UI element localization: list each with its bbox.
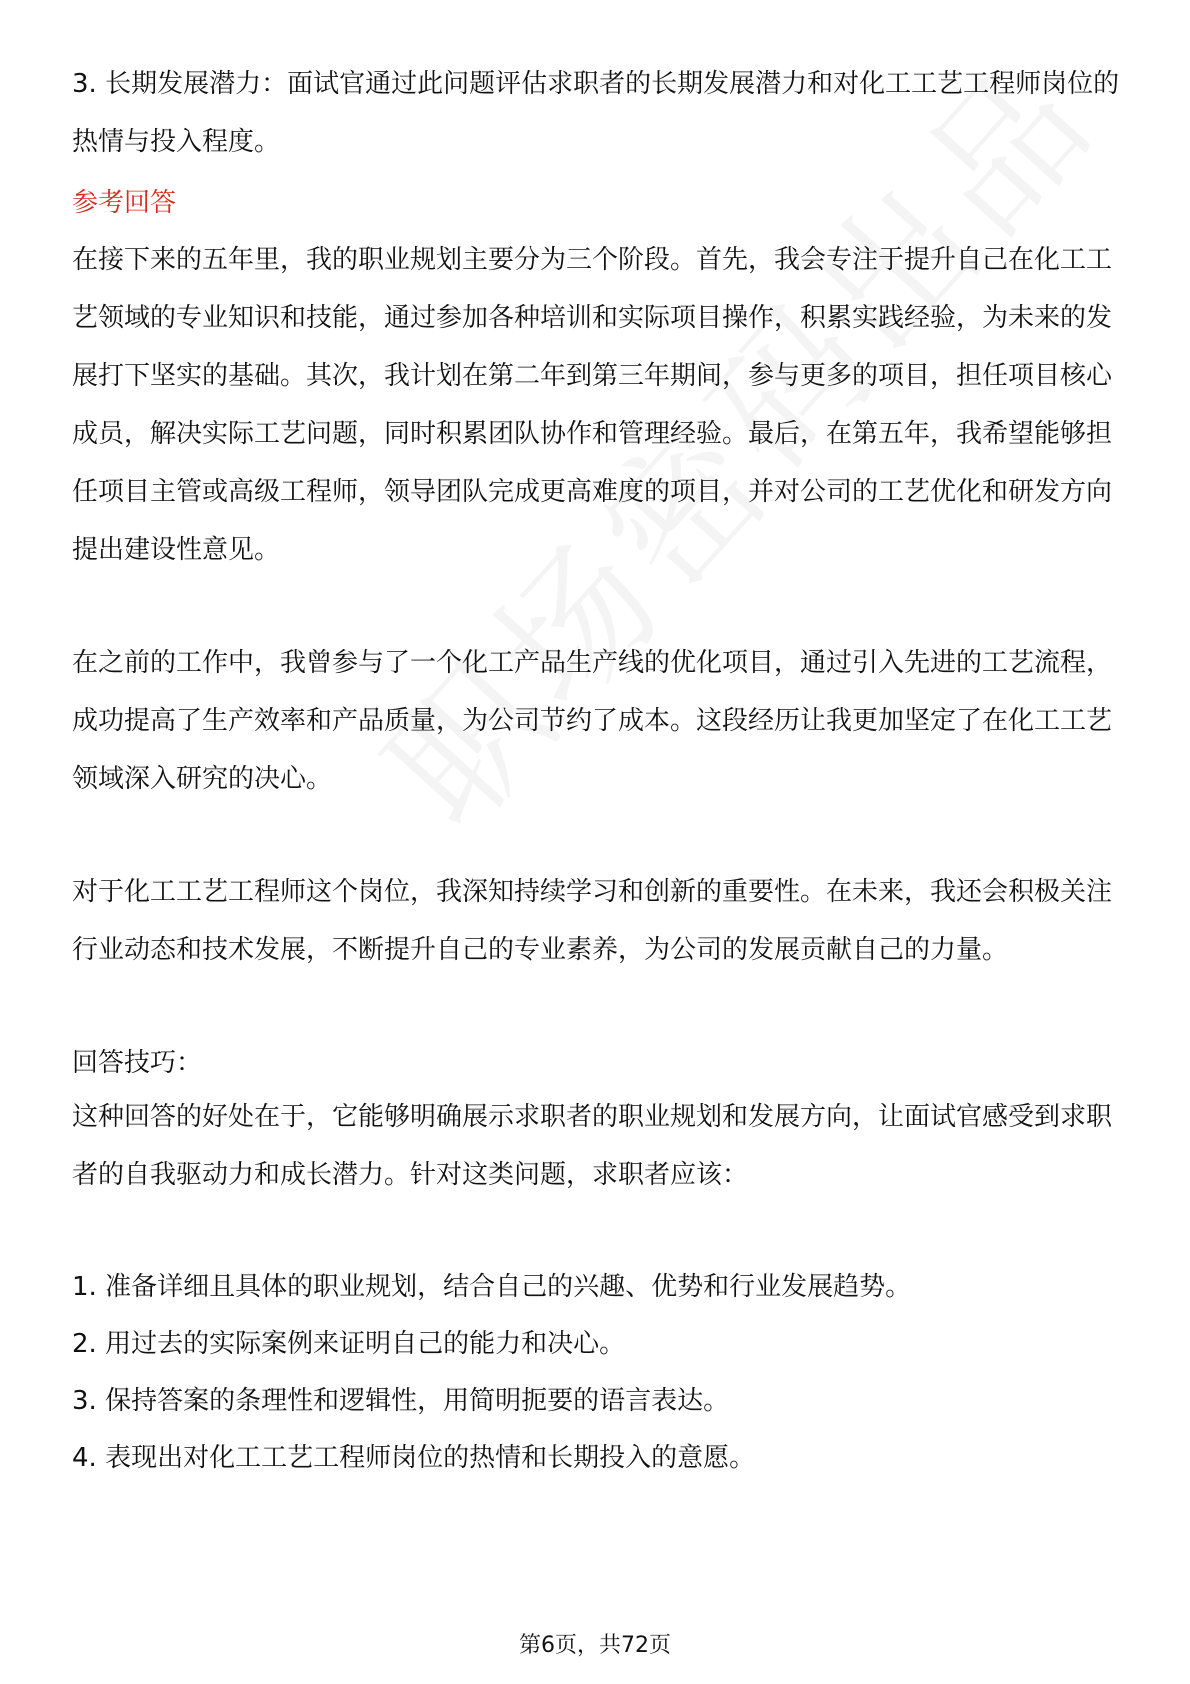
reference-answer-heading: 参考回答 [72,188,177,218]
tips-list [72,1259,1122,1487]
page-number: 第6页，共72页 [519,1633,671,1658]
tips-heading: 回答技巧： [72,1048,203,1078]
list-item: 4. 表现出对化工工艺工程师岗位的热情和长期投入的意愿。 [72,1443,756,1473]
evaluation-point-3: 3. 长期发展潜力：面试官通过此问题评估求职者的长期发展潜力和对化工工艺工程师岗位的热情与投入程度。 [72,69,1120,157]
list-item: 2. 用过去的实际案例来证明自己的能力和决心。 [72,1329,626,1359]
page-content [72,55,1122,1487]
list-item: 1. 准备详细且具体的职业规划，结合自己的兴趣、优势和行业发展趋势。 [72,1272,912,1302]
tips-intro: 这种回答的好处在于，它能够明确展示求职者的职业规划和发展方向，让面试官感受到求职者的自我驱动力和成长潜力。针对这类问题，求职者应该： [72,1102,1113,1190]
answer-paragraph-1: 在接下来的五年里，我的职业规划主要分为三个阶段。首先，我会专注于提升自己在化工工艺领域的专业知识和技能，通过参加各种培训和实际项目操作，积累实践经验，为未来的发展打下坚实的基础。其次，我计划在第二年到第三年期间，参与更多的项目，担任项目核心成员，解决实际工艺问题，同时积累团队协作和管理经验。最后，在第五年，我希望能够担任项目主管或高级工程师，领导团队完成更高难度的项目，并对公司的工艺优化和研发方向提出建设性意见。 [72,245,1113,565]
answer-paragraph-2: 在之前的工作中，我曾参与了一个化工产品生产线的优化项目，通过引入先进的工艺流程，成功提高了生产效率和产品质量，为公司节约了成本。这段经历让我更加坚定了在化工工艺领域深入研究的决心。 [72,648,1113,794]
list-item: 3. 保持答案的条理性和逻辑性，用简明扼要的语言表达。 [72,1386,730,1416]
answer-paragraph-3: 对于化工工艺工程师这个岗位，我深知持续学习和创新的重要性。在未来，我还会积极关注行业动态和技术发展，不断提升自己的专业素养，为公司的发展贡献自己的力量。 [72,877,1113,965]
